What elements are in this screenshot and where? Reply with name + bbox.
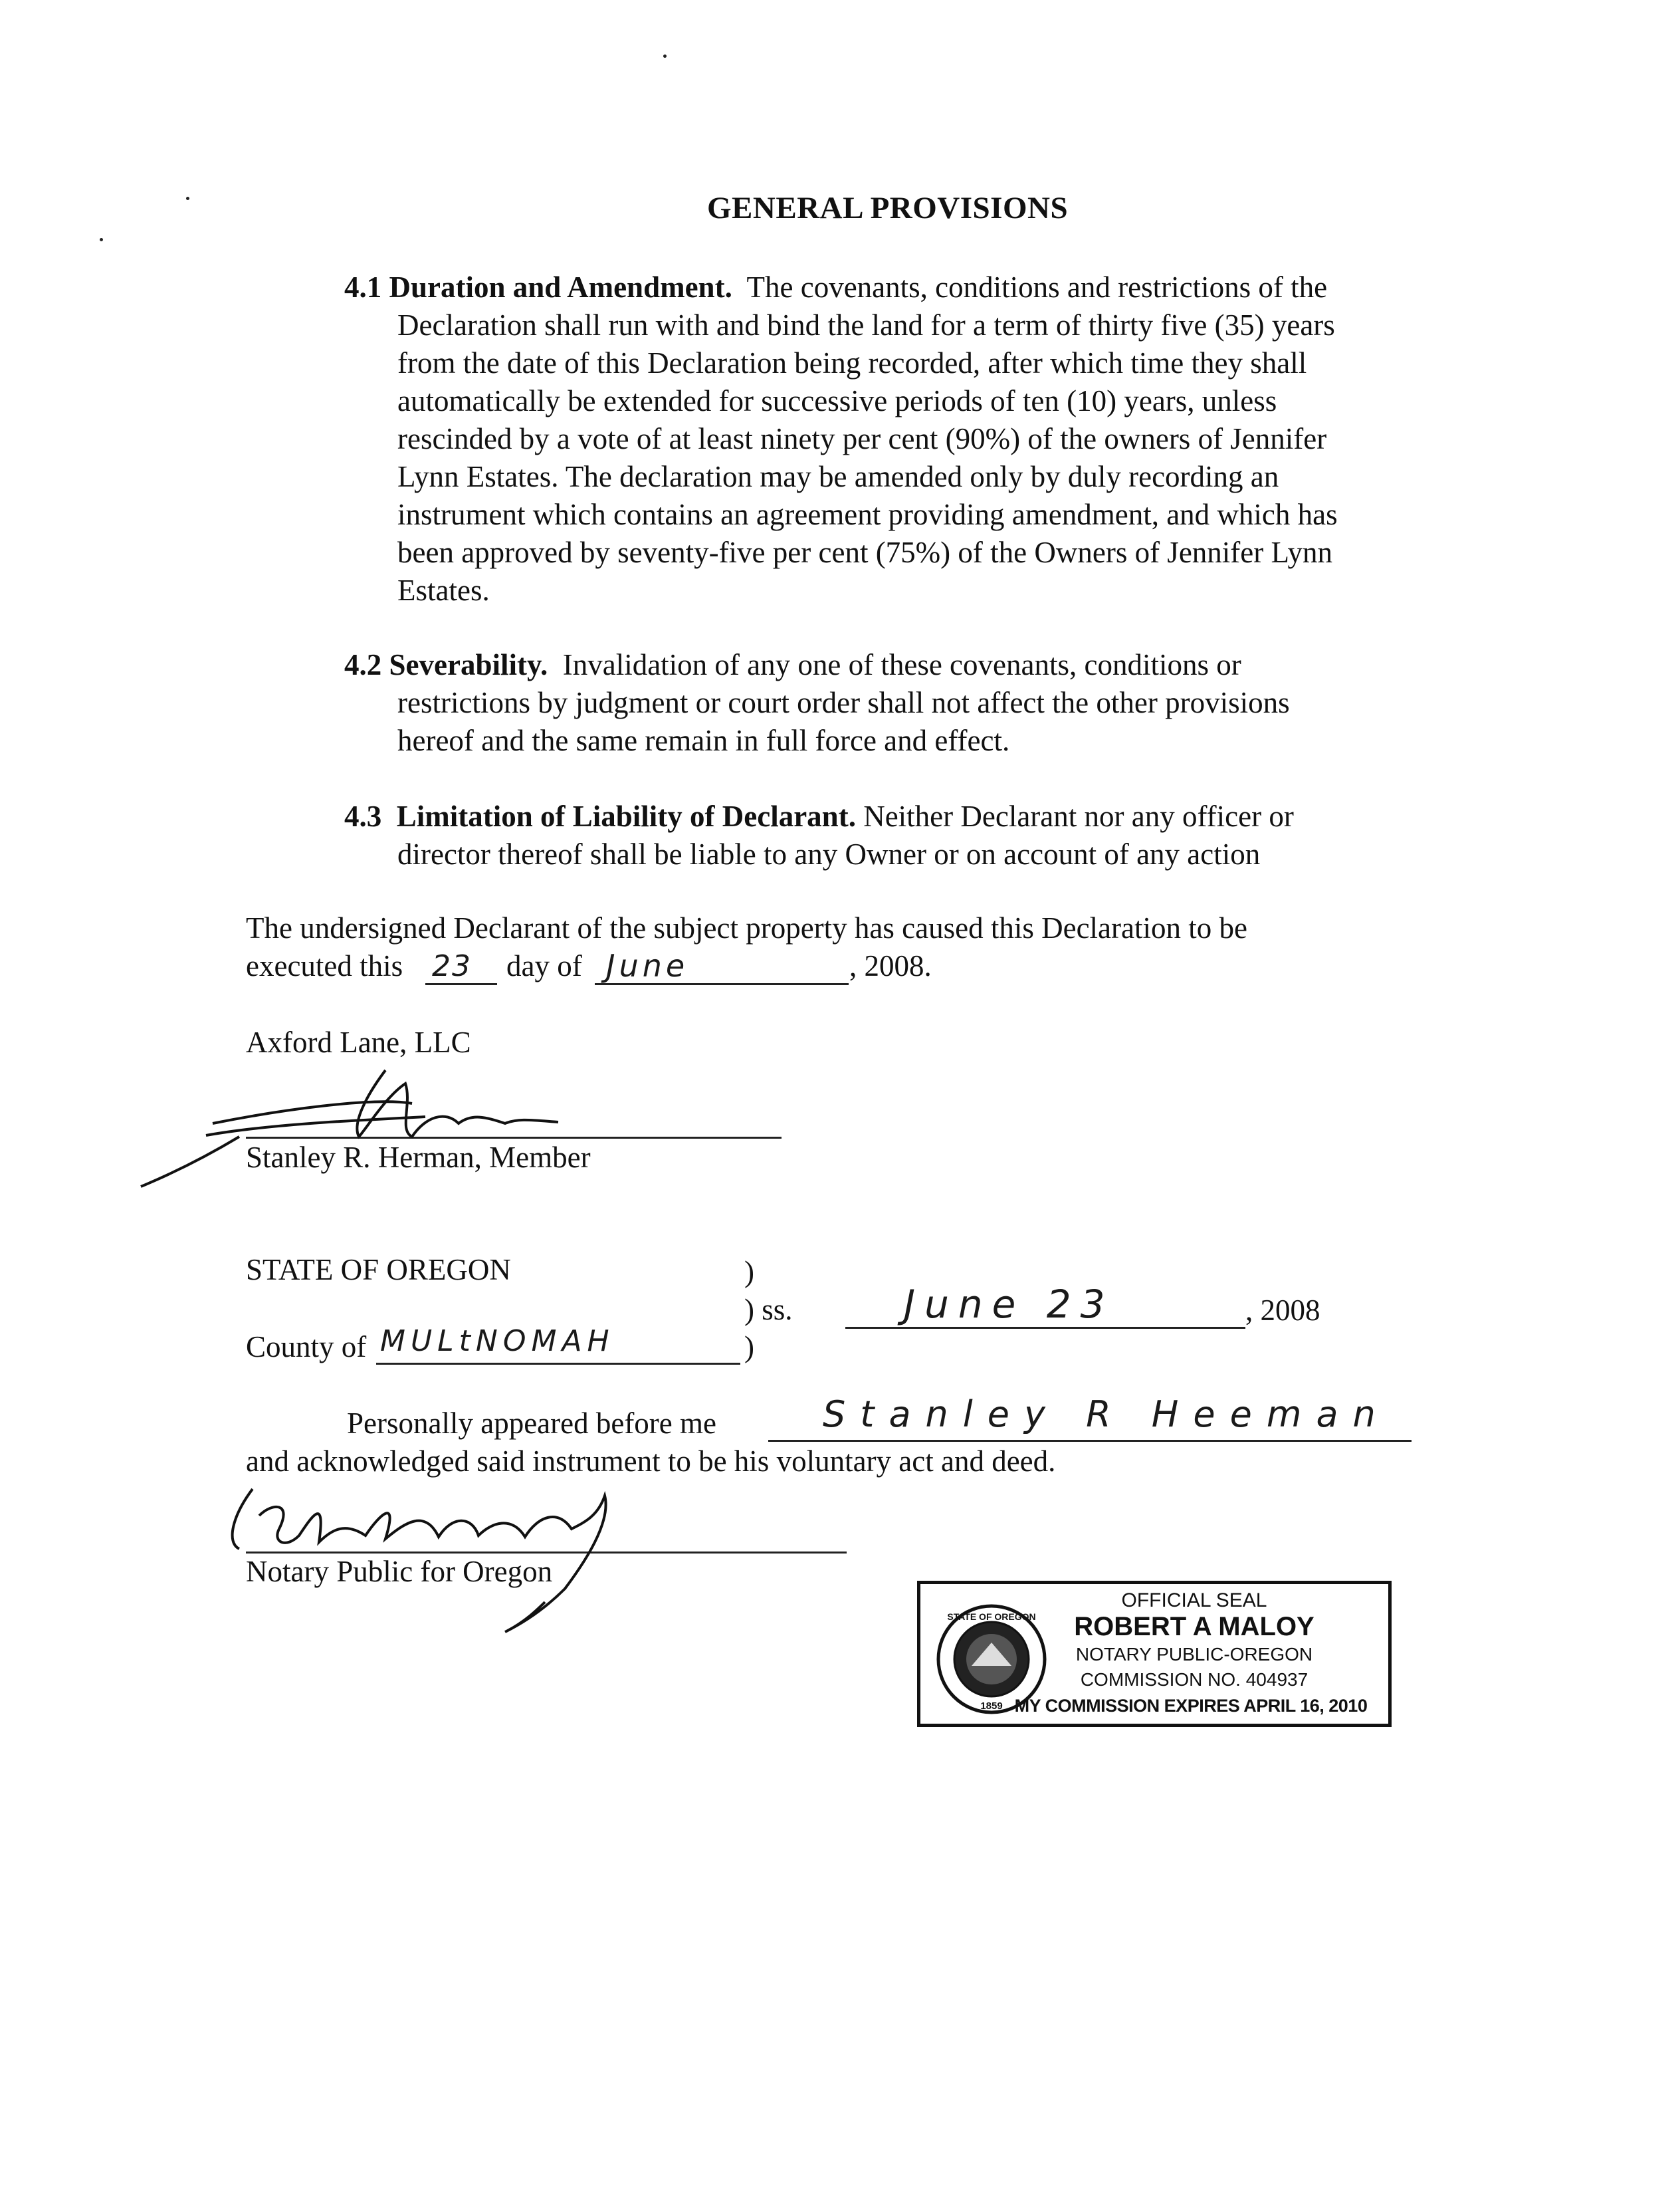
- section-title: Duration and Amendment.: [389, 271, 732, 304]
- section-text-line: instrument which contains an agreement providing amendment, and which has: [397, 498, 1338, 531]
- section-title: Severability.: [389, 648, 548, 681]
- day-blank-line: [425, 983, 497, 985]
- scan-speck: [186, 197, 189, 200]
- section-text-line: director thereof shall be liable to any Owner or on account of any action: [397, 838, 1261, 871]
- day-of-label: day of: [506, 949, 582, 982]
- seal-commission-number: COMMISSION NO. 404937: [1080, 1669, 1309, 1690]
- section-text: Neither Declarant nor any officer or: [863, 800, 1294, 833]
- month-blank-line: [595, 983, 849, 985]
- official-seal-stamp: [917, 1581, 1392, 1727]
- seal-emblem-year: 1859: [980, 1700, 1003, 1712]
- scan-speck: [100, 238, 103, 241]
- county-handwritten: MULtNOMAH: [380, 1324, 615, 1358]
- day-handwritten: 23: [432, 949, 472, 983]
- seal-commission-expiry: MY COMMISSION EXPIRES APRIL 16, 2010: [1014, 1696, 1368, 1716]
- section-number: 4.3: [344, 800, 382, 833]
- section-4-1-first-line: [344, 269, 1327, 306]
- month-handwritten: June: [606, 948, 689, 984]
- seal-emblem-text: STATE OF OREGON: [947, 1611, 1036, 1622]
- executed-this-label: executed this: [246, 949, 403, 982]
- signer-caption: Stanley R. Herman, Member: [246, 1141, 591, 1174]
- paren-right: ): [744, 1255, 754, 1288]
- section-text-line: from the date of this Declaration being recorded, after which time they shall: [397, 346, 1307, 380]
- county-line: [376, 1363, 740, 1365]
- county-label: County of: [246, 1330, 367, 1363]
- section-text-line: been approved by seventy-five per cent (75%) of the Owners of Jennifer Lynn: [397, 536, 1332, 569]
- section-4-2-first-line: [344, 646, 1241, 684]
- seal-title: OFFICIAL SEAL: [1121, 1589, 1267, 1611]
- notary-date-line: [845, 1327, 1245, 1329]
- section-title: Limitation of Liability of Declarant.: [396, 800, 856, 833]
- ss-label: ) ss.: [744, 1293, 793, 1326]
- section-text-line: automatically be extended for successive periods of ten (10) years, unless: [397, 384, 1277, 417]
- notary-year: , 2008: [1245, 1294, 1320, 1327]
- acknowledged-statement: and acknowledged said instrument to be his voluntary act and deed.: [246, 1444, 1056, 1478]
- notary-date-handwritten: June 23: [904, 1282, 1114, 1327]
- year-label: , 2008.: [849, 949, 932, 982]
- paren-right: ): [744, 1330, 754, 1363]
- section-text-line: Lynn Estates. The declaration may be amended only by duly recording an: [397, 460, 1279, 493]
- section-text: The covenants, conditions and restrictions of the: [746, 271, 1328, 304]
- notary-caption: Notary Public for Oregon: [246, 1555, 553, 1588]
- state-label: STATE OF OREGON: [246, 1253, 511, 1286]
- seal-notary-public: NOTARY PUBLIC-OREGON: [1075, 1644, 1313, 1665]
- appeared-label: Personally appeared before me: [347, 1407, 716, 1440]
- section-text: Invalidation of any one of these covenants, conditions or: [562, 648, 1241, 681]
- section-4-3-first-line: [344, 798, 1294, 836]
- scan-speck: [663, 55, 667, 58]
- section-text-line: Estates.: [397, 574, 490, 607]
- company-name: Axford Lane, LLC: [246, 1026, 471, 1059]
- seal-notary-name: ROBERT A MALOY: [1074, 1612, 1314, 1641]
- section-text-line: Declaration shall run with and bind the land for a term of thirty five (35) years: [397, 308, 1335, 342]
- section-text-line: restrictions by judgment or court order shall not affect the other provisions: [397, 686, 1290, 719]
- section-text-line: rescinded by a vote of at least ninety per cent (90%) of the owners of Jennifer: [397, 422, 1327, 455]
- section-number: 4.1: [344, 271, 382, 304]
- appeared-line: [768, 1440, 1412, 1442]
- section-number: 4.2: [344, 648, 382, 681]
- appeared-name-handwritten: Stanley R Heeman: [823, 1393, 1390, 1435]
- execution-statement: The undersigned Declarant of the subject property has caused this Declaration to be: [246, 911, 1247, 945]
- page-title: GENERAL PROVISIONS: [707, 191, 1069, 225]
- section-text-line: hereof and the same remain in full force and effect.: [397, 724, 1010, 757]
